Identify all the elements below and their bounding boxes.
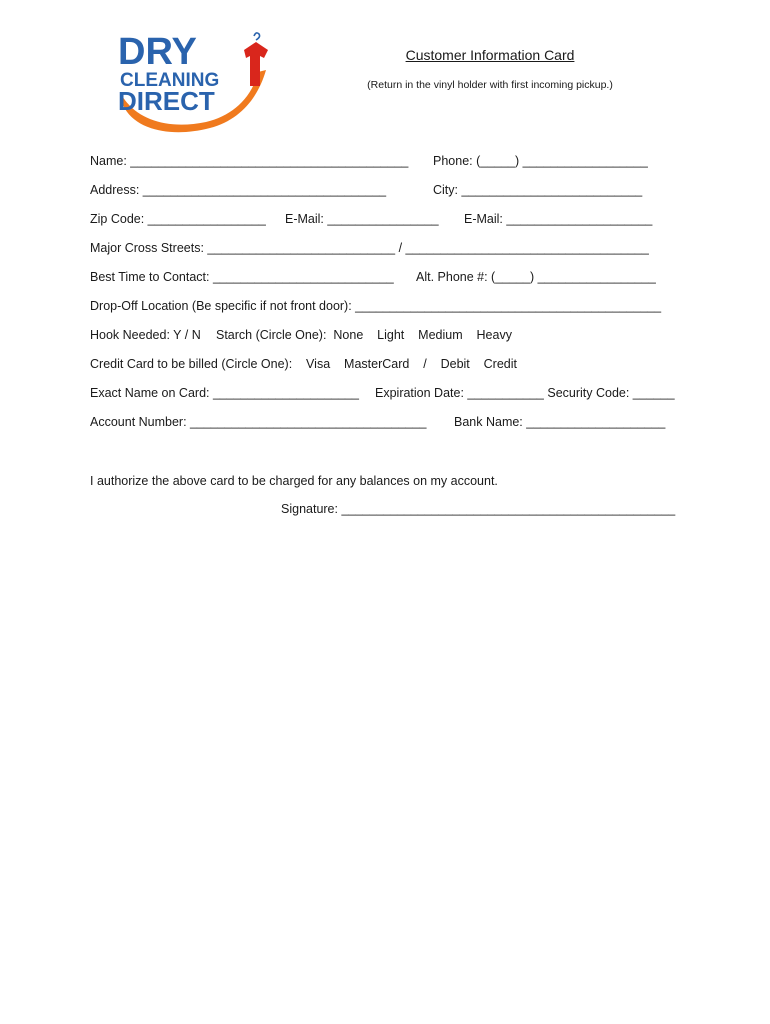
address-field[interactable]: Address: ___________________________________ xyxy=(90,183,387,197)
city-field[interactable]: City: __________________________ xyxy=(433,183,643,197)
alt-phone-field[interactable]: Alt. Phone #: (_____) _________________ xyxy=(416,270,656,284)
expiration-security-field[interactable]: Expiration Date: ___________ Security Code: ______ xyxy=(375,386,675,400)
authorization-statement: I authorize the above card to be charged for any balances on my account. xyxy=(90,474,498,488)
signature-field[interactable]: Signature: ________________________________________________ xyxy=(281,502,676,516)
hook-needed-option[interactable]: Hook Needed: Y / N xyxy=(90,328,201,342)
name-field[interactable]: Name: ________________________________________ xyxy=(90,154,409,168)
exact-name-field[interactable]: Exact Name on Card: _____________________ xyxy=(90,386,359,400)
hanger-icon xyxy=(254,33,260,40)
form-subtitle: (Return in the vinyl holder with first incoming pickup.) xyxy=(367,79,613,91)
cross-streets-field[interactable]: Major Cross Streets: ___________________________ / ___________________________________ xyxy=(90,241,649,255)
credit-card-option[interactable]: Credit Card to be billed (Circle One): Visa MasterCard / Debit Credit xyxy=(90,357,518,371)
email-field-2[interactable]: E-Mail: _____________________ xyxy=(464,212,653,226)
logo-word-cleaning: CLEANING xyxy=(120,70,220,91)
shirt-icon xyxy=(244,42,268,86)
dropoff-location-field[interactable]: Drop-Off Location (Be specific if not front door): ____________________________________________ xyxy=(90,299,662,313)
logo-word-direct: DIRECT xyxy=(118,86,215,116)
starch-option[interactable]: Starch (Circle One): None Light Medium Heavy xyxy=(216,328,512,342)
form-title: Customer Information Card xyxy=(405,47,575,63)
zip-code-field[interactable]: Zip Code: _________________ xyxy=(90,212,266,226)
dry-cleaning-direct-logo xyxy=(112,28,284,140)
logo-word-dry: DRY xyxy=(118,31,197,73)
phone-field[interactable]: Phone: (_____) __________________ xyxy=(433,154,648,168)
bank-name-field[interactable]: Bank Name: ____________________ xyxy=(454,415,666,429)
best-time-field[interactable]: Best Time to Contact: __________________________ xyxy=(90,270,394,284)
email-field-1[interactable]: E-Mail: ________________ xyxy=(285,212,439,226)
account-number-field[interactable]: Account Number: __________________________________ xyxy=(90,415,427,429)
